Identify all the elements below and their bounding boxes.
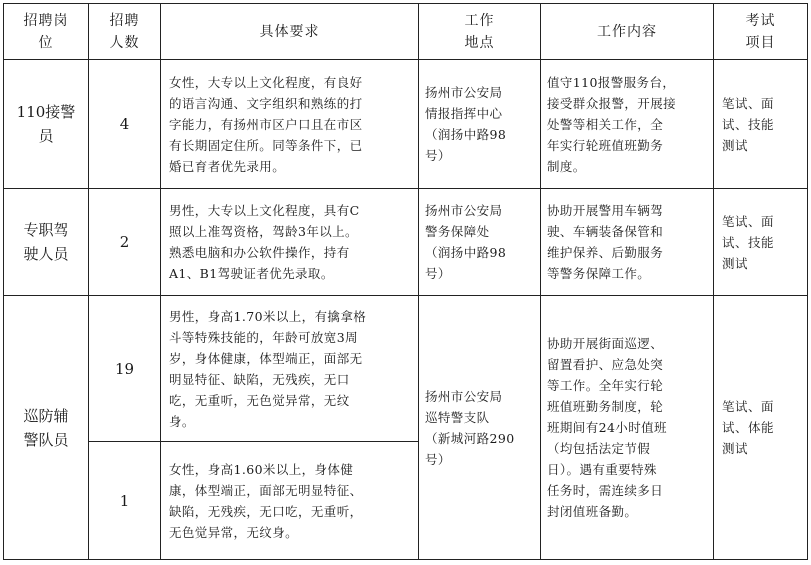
position-cell: 巡防辅 警队员 <box>4 296 89 560</box>
table-row <box>4 189 808 296</box>
header-position: 招聘岗 位 <box>4 4 89 60</box>
requirements-cell: 女性，身高1.60米以上，身体健 康，体型端正，面部无明显特征、 缺陷，无残疾，无口吃，无重听， 无色觉异常，无纹身。 <box>161 442 419 560</box>
position-cell: 专职驾 驶人员 <box>4 189 89 296</box>
location-cell: 扬州市公安局 警务保障处 （润扬中路98 号） <box>419 189 541 296</box>
exam-cell: 笔试、面 试、技能 测试 <box>714 189 808 296</box>
requirements-cell: 男性，身高1.70米以上，有擒拿格 斗等特殊技能的，年龄可放宽3周 岁，身体健康，体型端正，面部无 明显特征、缺陷，无残疾，无口 吃，无重听，无色觉异常，无纹 身。 <box>161 296 419 442</box>
header-duties: 工作内容 <box>541 4 714 60</box>
requirements-cell: 女性，大专以上文化程度，有良好 的语言沟通、文字组织和熟练的打 字能力，有扬州市区户口且在市区 有长期固定住所。同等条件下，已 婚已育者优先录用。 <box>161 60 419 189</box>
count-cell: 19 <box>89 296 161 442</box>
count-cell: 1 <box>89 442 161 560</box>
header-exam: 考试 项目 <box>714 4 808 60</box>
duties-cell: 值守110报警服务台， 接受群众报警，开展接 处警等相关工作，全 年实行轮班值班勤务 制度。 <box>541 60 714 189</box>
duties-cell: 协助开展警用车辆驾 驶、车辆装备保管和 维护保养、后勤服务 等警务保障工作。 <box>541 189 714 296</box>
table-row <box>4 296 808 442</box>
count-cell: 4 <box>89 60 161 189</box>
position-cell: 110接警 员 <box>4 60 89 189</box>
recruitment-table <box>3 3 808 560</box>
header-location: 工作 地点 <box>419 4 541 60</box>
duties-cell: 协助开展街面巡逻、 留置看护、应急处突 等工作。全年实行轮 班值班勤务制度，轮 班期间有24小时值班 （均包括法定节假 日）。遇有重要特殊 任务时，需连续多日 封闭值班备勤。 <box>541 296 714 560</box>
location-cell: 扬州市公安局 情报指挥中心 （润扬中路98 号） <box>419 60 541 189</box>
header-requirements: 具体要求 <box>161 4 419 60</box>
header-count: 招聘 人数 <box>89 4 161 60</box>
header-row <box>4 4 808 60</box>
count-cell: 2 <box>89 189 161 296</box>
table-row <box>4 60 808 189</box>
requirements-cell: 男性，大专以上文化程度，具有C 照以上准驾资格，驾龄3年以上。 熟悉电脑和办公软件操作，持有 A1、B1驾驶证者优先录取。 <box>161 189 419 296</box>
exam-cell: 笔试、面 试、体能 测试 <box>714 296 808 560</box>
location-cell: 扬州市公安局 巡特警支队 （新城河路290 号） <box>419 296 541 560</box>
exam-cell: 笔试、面 试、技能 测试 <box>714 60 808 189</box>
